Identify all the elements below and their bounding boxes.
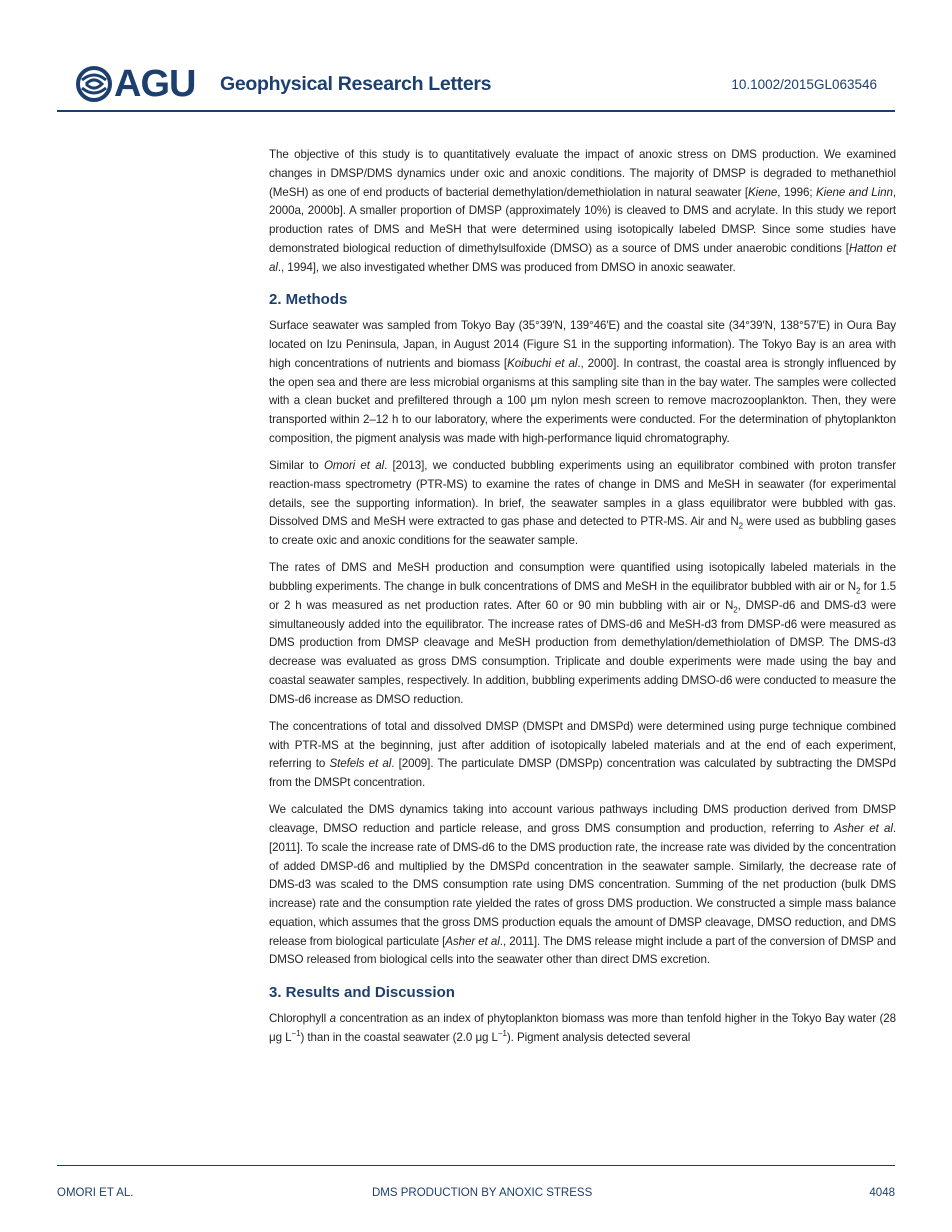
paragraph-text: , 2000a, 2000b]. A smaller proportion of DMSP (approximately 10%) is cleaved to DMS and acrylate. In this study we report production rates of DMS and MeSH that were determined using isotopically labeled DMSP. Since some studies have demonstrated biological reduction of dimethylsulfoxide (DMSO) as a source of DMS under anaerobic conditions [ — [269, 185, 896, 255]
paragraph-text: The concentrations of total and dissolved DMSP (DMSPt and DMSPd) were determined using purge technique combined with PTR-MS at the beginning, just after addition of isotopically labeled materials and at the end of each experiment, referring to — [269, 719, 896, 771]
paragraph-text: −1 — [497, 1028, 507, 1038]
intro-section — [269, 146, 896, 277]
logo-text: AGU — [114, 63, 196, 105]
paragraph-text: The objective of this study is to quantitatively evaluate the impact of anoxic stress on DMS production. We examined changes in DMSP/DMS dynamics under oxic and anoxic conditions. The majority of DMSP is degraded to methanethiol (MeSH) as one of end products of bacterial demethylation/demethiolation in natural seawater [ — [269, 148, 896, 199]
paragraph-text: . [2009]. The particulate DMSP (DMSPp) concentration was calculated by subtracting the DMSPd from the DMSPt concentration. — [269, 757, 896, 789]
paragraph-text: We calculated the DMS dynamics taking into account various pathways including DMS production derived from DMSP cleavage, DMSO reduction and particle release, and gross DMS consumption and production, referring to — [269, 803, 896, 835]
footer-running-title: DMS PRODUCTION BY ANOXIC STRESS — [372, 1187, 593, 1199]
section-heading-results: 3. Results and Discussion — [269, 984, 455, 1001]
paragraph-text: , 1996; — [777, 185, 816, 199]
doi: 10.1002/2015GL063546 — [731, 77, 877, 92]
paragraph-text: ) than in the coastal seawater (2.0 μg L — [300, 1030, 498, 1044]
body-paragraph — [269, 718, 896, 793]
paragraph-text: for 1.5 or 2 h was measured as net production rates. After 60 or 90 min bubbling with air or N — [269, 580, 896, 612]
body-paragraph — [269, 1010, 896, 1048]
article-body — [269, 146, 896, 1056]
paragraph-text: Similar to — [269, 459, 324, 472]
paragraph-text: , DMSP-d6 and DMS-d3 were simultaneously added into the equilibrator. The increase rates of DMS-d6 and MeSH-d3 from DMSP-d6 were measured as DMS production from DMSP cleavage and MeSH production from demethylation/demethiolation of DMSP. The DMS-d3 decrease was evaluated as gross DMS consumption. Triplicate and double experiments were made using the bay and coastal seawater samples, respectively. In addition, bubbling experiments adding DMSO-d6 were conducted to measure the DMS-d6 increase as DMSO reduction. — [269, 598, 897, 706]
paragraph-text: were used as bubbling gases to create oxic and anoxic conditions for the seawater sample. — [269, 515, 896, 547]
paragraph-text: ., 2011]. The DMS release might include a part of the conversion of DMSP and DMSO released from biological cells into the seawater other than direct DMS excretion. — [269, 934, 896, 967]
paragraph-text: 2 — [856, 586, 861, 596]
body-paragraph — [269, 801, 896, 970]
page-header — [0, 0, 952, 112]
body-paragraph — [269, 146, 896, 277]
paragraph-text: ). Pigment analysis detected several — [506, 1030, 691, 1044]
citation-text: Kiene — [748, 185, 778, 199]
paragraph-text: 2 — [738, 521, 744, 531]
paragraph-text: The rates of DMS and MeSH production and consumption were quantified using isotopically labeled materials in the bubbling experiments. The change in bulk concentrations of DMS and MeSH in the equilibrator bubbled with air or N — [269, 561, 896, 593]
footer-divider — [57, 1165, 895, 1166]
agu-globe-icon — [76, 66, 112, 102]
paragraph-text: Chlorophyll — [269, 1012, 330, 1025]
journal-title: Geophysical Research Letters — [220, 73, 492, 95]
citation-text: Stefels et al — [329, 757, 392, 771]
section-heading-methods: 2. Methods — [269, 291, 348, 309]
body-paragraph — [269, 457, 896, 551]
paragraph-text: −1 — [291, 1028, 301, 1038]
citation-text: a — [329, 1012, 336, 1025]
citation-text: Asher et al — [834, 822, 893, 835]
paragraph-text: ., 1994], we also investigated whether DMS was produced from DMSO in anoxic seawater. — [277, 260, 736, 274]
agu-logo — [76, 63, 196, 105]
paragraph-text: . [2013], we conducted bubbling experiments using an equilibrator combined with proton transfer reaction-mass spectrometry (PTR-MS) to examine the rates of change in DMS and MeSH in seawater (for experimental details, see the supporting information). In brief, the seawater samples in a glass equilibrator were bubbled with gas. Dissolved DMS and MeSH were extracted to gas phase and detected to PTR-MS. Air and N — [269, 459, 896, 529]
paragraph-text: . [2011]. To scale the increase rate of DMS-d6 to the DMS production rate, the increase rate was divided by the concentration of added DMSP-d6 and multiplied by the DMSPd concentration in the seawater sample. Similarly, the decrease rate of DMS-d3 was scaled to the DMS consumption rate using DMS concentration. Summing of the net production (bulk DMS increase) rate and the consumption rate yielded the rates of gross DMS production. We constructed a simple mass balance equation, which assumes that the gross DMS production equals the amount of DMSP cleavage, DMSO reduction, and DMS release from biological particulate [ — [269, 822, 897, 948]
citation-text: Koibuchi et al — [507, 356, 578, 370]
methods-section — [269, 317, 896, 970]
header-divider — [57, 110, 895, 112]
paragraph-text: Surface seawater was sampled from Tokyo Bay (35°39′N, 139°46′E) and the coastal site (34°39′N, 138°57′E) in Oura Bay located on Izu Peninsula, Japan, in August 2014 (Figure S1 in the supporting information). The Tokyo Bay is an area with high concentrations of nutrients and biomass [ — [269, 319, 896, 370]
paragraph-text: 2 — [733, 605, 738, 615]
body-paragraph — [269, 559, 896, 709]
paragraph-text: ., 2000]. In contrast, the coastal area is strongly influenced by the open sea and there are less microbial organisms at this sampling site than in the bay water. The samples were collected with a clean bucket and prefiltered through a 100 μm nylon mesh screen to remove macrozooplankton. Then, they were transported within 2–12 h to our laboratory, where the experiments were conducted. For the determination of phytoplankton composition, the pigment analysis was made with high-performance liquid chromatography. — [269, 356, 896, 445]
paragraph-text: concentration as an index of phytoplankton biomass was more than tenfold higher in the Tokyo Bay water (28 μg L — [269, 1012, 896, 1044]
body-paragraph — [269, 317, 896, 448]
citation-text: Hatton et al — [269, 241, 896, 274]
citation-text: Asher et al — [445, 934, 500, 948]
results-section — [269, 1010, 896, 1048]
citation-text: Omori et al — [323, 459, 385, 472]
citation-text: Kiene and Linn — [815, 185, 893, 199]
footer-page-number: 4048 — [869, 1187, 895, 1199]
footer-authors: OMORI ET AL. — [57, 1187, 134, 1199]
